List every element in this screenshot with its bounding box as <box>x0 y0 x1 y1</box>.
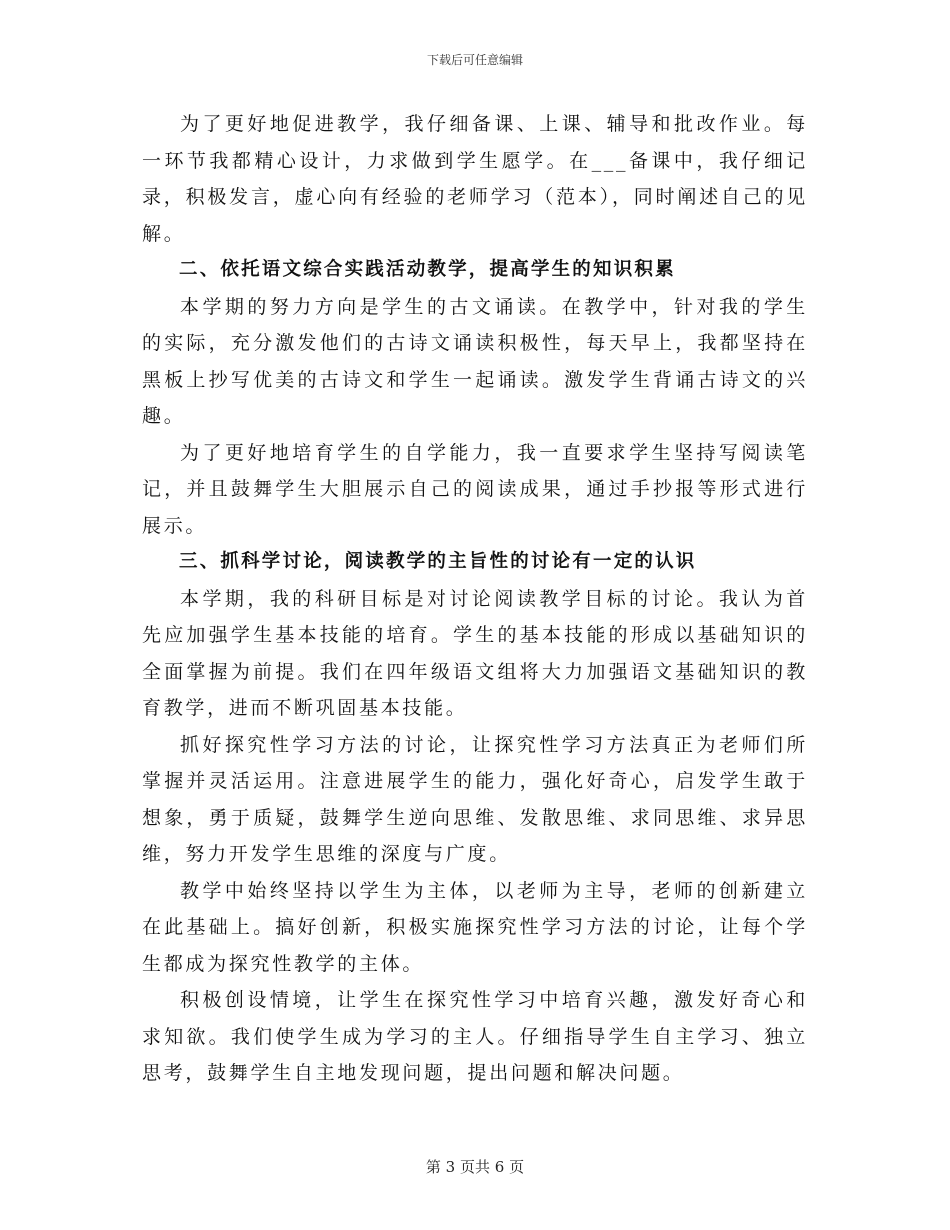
section-heading: 二、依托语文综合实践活动教学，提高学生的知识积累 <box>179 259 676 280</box>
document-body <box>142 106 808 1092</box>
paragraph: 抓好探究性学习方法的讨论，让探究性学习方法真正为老师们所掌握并灵活运用。注意进展学生的能力，强化好奇心，启发学生敢于想象，勇于质疑，鼓舞学生逆向思维、发散思维、求同思维、求异思维，努力开发学生思维的深度与广度。 <box>142 733 808 865</box>
paragraph: 本学期的努力方向是学生的古文诵读。在教学中，针对我的学生的实际，充分激发他们的古诗文诵读积极性，每天早上，我都坚持在黑板上抄写优美的古诗文和学生一起诵读。激发学生背诵古诗文的兴趣。 <box>142 295 808 427</box>
paragraph: 教学中始终坚持以学生为主体，以老师为主导，老师的创新建立在此基础上。搞好创新，积极实施探究性学习方法的讨论，让每个学生都成为探究性教学的主体。 <box>142 879 808 975</box>
paragraph: 为了更好地培育学生的自学能力，我一直要求学生坚持写阅读笔记，并且鼓舞学生大胆展示自己的阅读成果，通过手抄报等形式进行展示。 <box>142 441 808 537</box>
paragraph: 积极创设情境，让学生在探究性学习中培育兴趣，激发好奇心和求知欲。我们使学生成为学习的主人。仔细指导学生自主学习、独立思考，鼓舞学生自主地发现问题，提出问题和解决问题。 <box>142 989 808 1084</box>
page-number-footer: 第 3 页共 6 页 <box>425 1158 525 1176</box>
section-heading: 三、抓科学讨论，阅读教学的主旨性的讨论有一定的认识 <box>179 551 697 572</box>
page-header: 下载后可任意编辑 <box>426 53 523 67</box>
paragraph: 为了更好地促进教学，我仔细备课、上课、辅导和批改作业。每一环节我都精心设计，力求做到学生愿学。在___备课中，我仔细记录，积极发言，虚心向有经验的老师学习（范本），同时阐述自己的见解。 <box>142 113 808 245</box>
paragraph: 本学期，我的科研目标是对讨论阅读教学目标的讨论。我认为首先应加强学生基本技能的培育。学生的基本技能的形成以基础知识的全面掌握为前提。我们在四年级语文组将大力加强语文基础知识的教育教学，进而不断巩固基本技能。 <box>142 587 808 719</box>
